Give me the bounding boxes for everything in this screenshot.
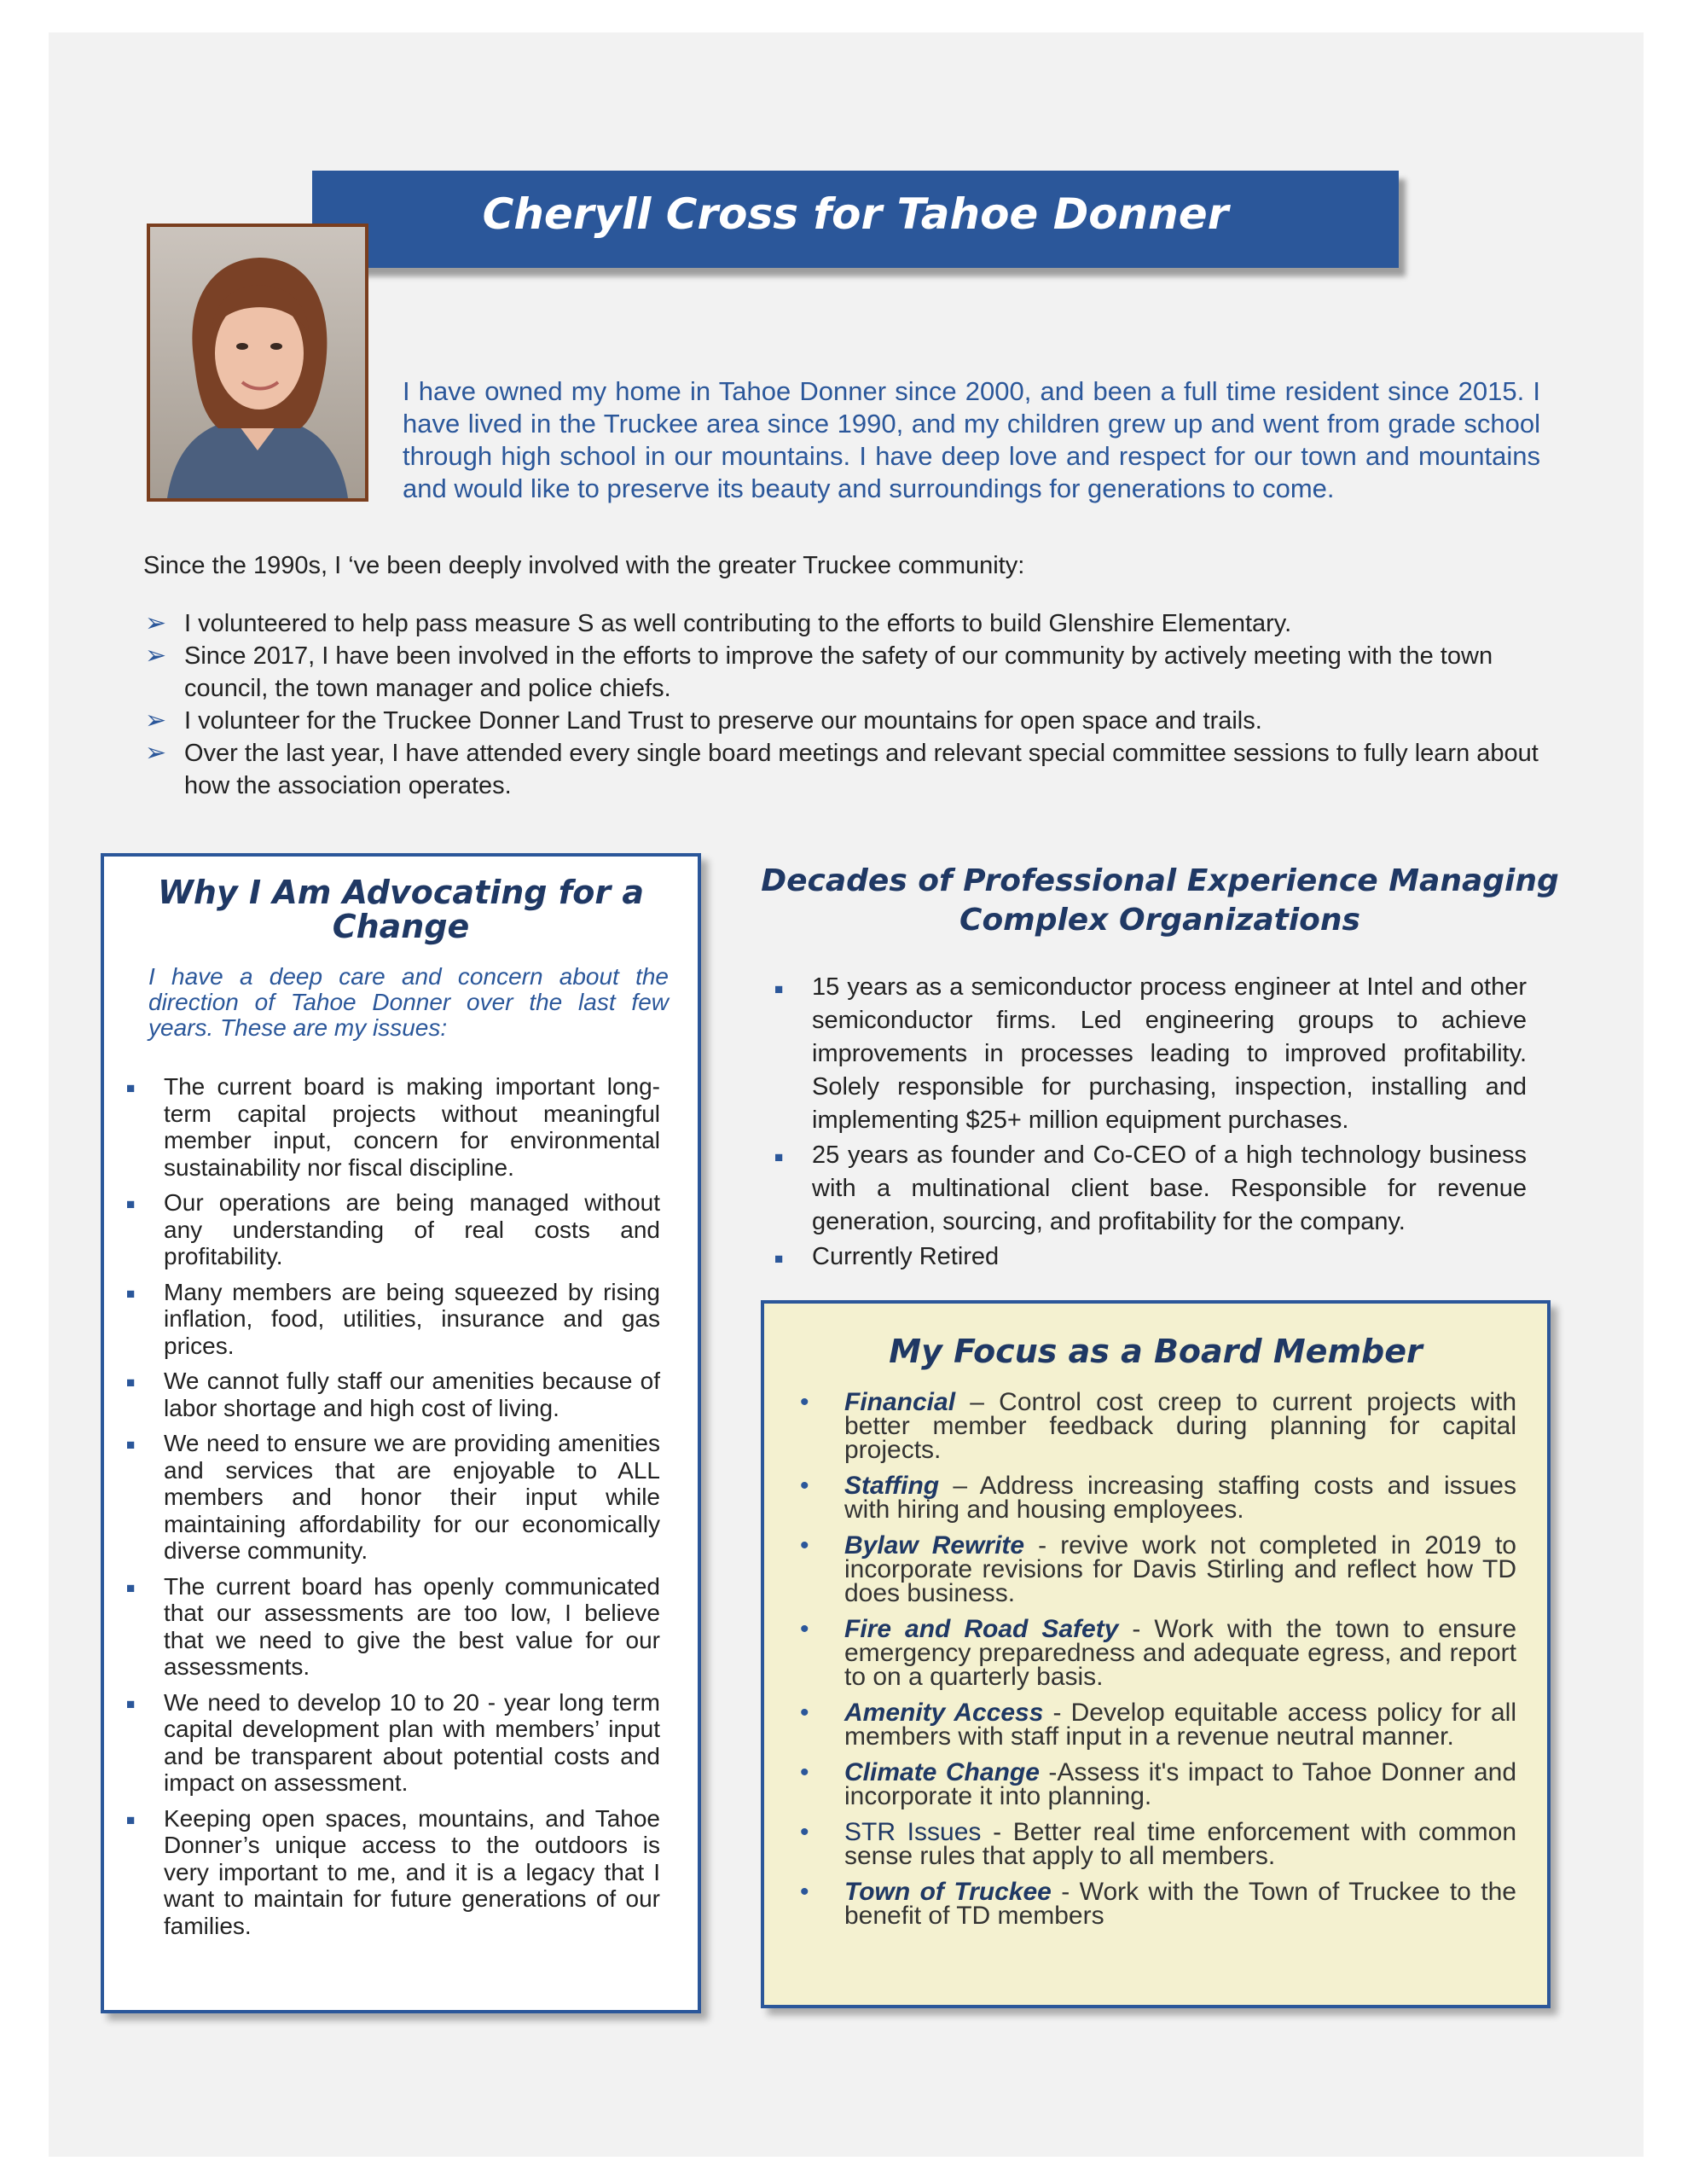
focus-term: Bylaw Rewrite	[844, 1531, 1025, 1560]
round-bullet-icon: •	[800, 1531, 809, 1560]
square-bullet-icon: ■	[126, 1579, 136, 1596]
issues-list	[123, 1073, 660, 1948]
list-item: • Bylaw Rewrite - revive work not completed in 2019 to incorporate revisions for Davis Stirling and reflect how TD does business.	[800, 1531, 1516, 1607]
focus-term: Amenity Access	[844, 1699, 1044, 1727]
list-item: ■ We need to ensure we are providing amenities and services that are enjoyable to ALL members and honor their input while maintaining affordability for our economically diverse community.	[126, 1430, 660, 1564]
list-item: • Staffing – Address increasing staffing costs and issues with hiring and housing employees.	[800, 1472, 1516, 1524]
square-bullet-icon: ■	[774, 1251, 784, 1267]
list-item: ➢ Since 2017, I have been involved in the efforts to improve the safety of our community by actively meeting with the town council, the town manager and police chiefs.	[145, 642, 1493, 702]
round-bullet-icon: •	[800, 1615, 809, 1643]
focus-list	[798, 1388, 1516, 1940]
square-bullet-icon: ■	[774, 1149, 784, 1165]
candidate-photo	[147, 224, 368, 502]
experience-list	[771, 971, 1527, 1275]
list-item: ■ Currently Retired	[771, 1240, 1527, 1274]
advocating-heading: Why I Am Advocating for a Change	[158, 874, 644, 945]
title-banner	[312, 171, 1399, 268]
portrait-image	[150, 227, 365, 498]
focus-term: Climate Change	[844, 1758, 1040, 1786]
list-item: ■ The current board is making important long-term capital projects without meaningful member input, concern for environmental sustainability nor fiscal discipline.	[126, 1073, 660, 1181]
square-bullet-icon: ■	[774, 981, 784, 997]
advocating-intro: I have a deep care and concern about the direction of Tahoe Donner over the last few years. These are my issues:	[148, 963, 669, 1041]
list-item: ■ 25 years as founder and Co-CEO of a high technology business with a multinational client base. Responsible for revenue generation, sourcing, and profitability for the company.	[774, 1141, 1527, 1235]
involvement-list	[143, 607, 1542, 802]
list-item: ■ Keeping open spaces, mountains, and Tahoe Donner’s unique access to the outdoors is very important to me, and it is a legacy that I want to maintain for future generations of our families.	[126, 1804, 660, 1939]
focus-box	[761, 1300, 1551, 2008]
square-bullet-icon: ■	[126, 1695, 136, 1712]
focus-term: Town of Truckee	[844, 1878, 1052, 1906]
focus-term: Staffing	[844, 1472, 940, 1500]
square-bullet-icon: ■	[126, 1437, 136, 1453]
square-bullet-icon: ■	[126, 1080, 136, 1096]
list-item: ➢ Over the last year, I have attended every single board meetings and relevant special committee sessions to fully learn about how the association operates.	[145, 739, 1539, 799]
arrow-bullet-icon: ➢	[145, 642, 167, 670]
list-item: ■ Many members are being squeezed by rising inflation, food, utilities, insurance and gas prices.	[126, 1278, 660, 1359]
experience-heading: Decades of Professional Experience Managing Complex Organizations	[761, 863, 1559, 938]
square-bullet-icon: ■	[126, 1374, 136, 1391]
list-item: ■ 15 years as a semiconductor process engineer at Intel and other semiconductor firms. Led engineering groups to achieve improvements in processes leading to improved profitability. Solely responsible for purchasing, inspection, installing and implementing $25+ million equipment purchases.	[774, 973, 1527, 1134]
round-bullet-icon: •	[800, 1758, 809, 1786]
list-item: ■ The current board has openly communicated that our assessments are too low, I believe that we need to give the best value for our assessments.	[126, 1572, 660, 1680]
round-bullet-icon: •	[800, 1472, 809, 1500]
focus-term: STR Issues	[844, 1818, 982, 1846]
list-item: • Fire and Road Safety - Work with the town to ensure emergency preparedness and adequate egress, and report to on a quarterly basis.	[800, 1615, 1516, 1691]
advocating-box	[101, 853, 701, 2013]
page-title: Cheryll Cross for Tahoe Donner	[482, 189, 1229, 239]
arrow-bullet-icon: ➢	[145, 706, 167, 735]
involvement-lead: Since the 1990s, I ‘ve been deeply involved with the greater Truckee community:	[143, 552, 1025, 579]
list-item: • STR Issues - Better real time enforcement with common sense rules that apply to all members.	[800, 1818, 1516, 1870]
square-bullet-icon: ■	[126, 1811, 136, 1828]
list-item: ➢ I volunteer for the Truckee Donner Land Trust to preserve our mountains for open space and trails.	[143, 705, 1542, 737]
square-bullet-icon: ■	[126, 1285, 136, 1302]
list-item: • Amenity Access - Develop equitable access policy for all members with staff input in a revenue neutral manner.	[800, 1699, 1516, 1751]
list-item: • Town of Truckee - Work with the Town of Truckee to the benefit of TD members	[800, 1878, 1516, 1930]
round-bullet-icon: •	[800, 1388, 809, 1416]
list-item: ■ Our operations are being managed without any understanding of real costs and profitability.	[126, 1189, 660, 1269]
focus-term: Fire and Road Safety	[844, 1615, 1119, 1643]
focus-heading: My Focus as a Board Member	[889, 1333, 1423, 1370]
round-bullet-icon: •	[800, 1818, 809, 1846]
arrow-bullet-icon: ➢	[145, 609, 167, 637]
round-bullet-icon: •	[800, 1878, 809, 1906]
round-bullet-icon: •	[800, 1699, 809, 1727]
list-item: ■ We need to develop 10 to 20 - year long term capital development plan with members’ input and be transparent about potential costs and impact on assessment.	[126, 1688, 660, 1796]
arrow-bullet-icon: ➢	[145, 739, 167, 767]
list-item: ■ We cannot fully staff our amenities because of labor shortage and high cost of living.	[126, 1368, 660, 1421]
intro-paragraph: I have owned my home in Tahoe Donner since 2000, and been a full time resident since 2015. I have lived in the Truckee area since 1990, and my children grew up and went from grade school through high school in our mountains. I have deep love and respect for our town and mountains and would like to preserve its beauty and surroundings for generations to come.	[403, 376, 1540, 503]
focus-term: Financial	[844, 1388, 956, 1416]
list-item: ➢ I volunteered to help pass measure S as well contributing to the efforts to build Glenshire Elementary.	[143, 607, 1542, 640]
list-item: • Financial – Control cost creep to current projects with better member feedback during planning for capital projects.	[800, 1388, 1516, 1464]
square-bullet-icon: ■	[126, 1196, 136, 1212]
list-item: • Climate Change -Assess it's impact to Tahoe Donner and incorporate it into planning.	[800, 1758, 1516, 1810]
